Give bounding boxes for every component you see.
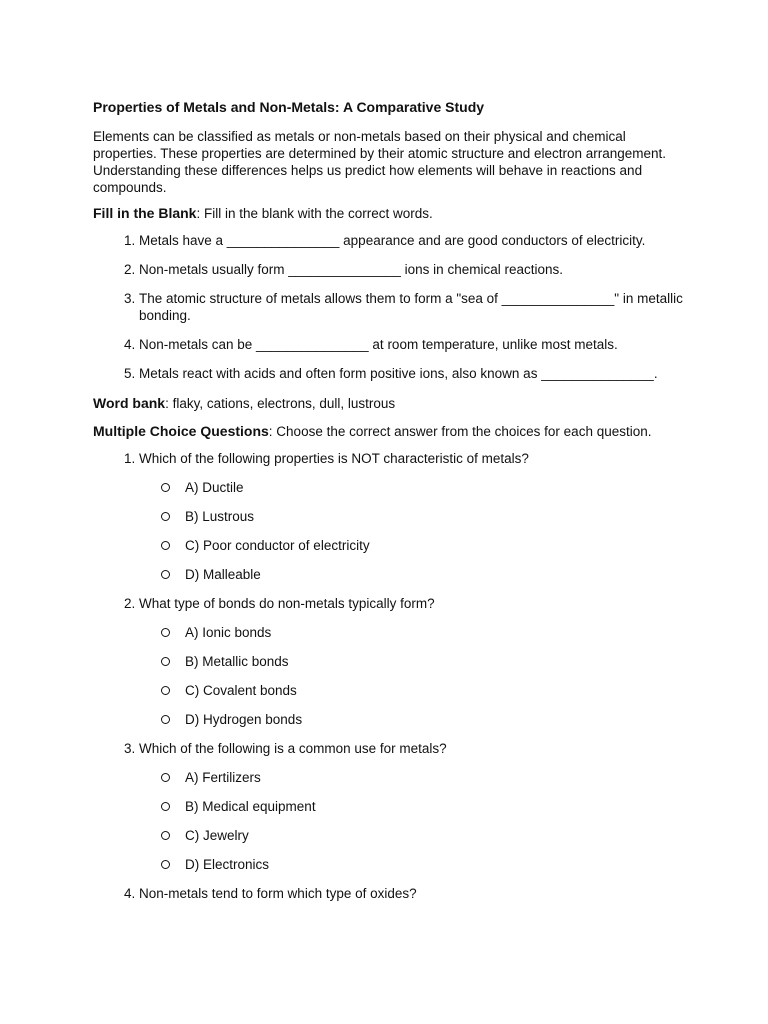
choice-text: C) Jewelry	[185, 828, 249, 843]
choice-text: A) Fertilizers	[185, 770, 261, 785]
choice-option	[161, 479, 693, 496]
mcq-label: Multiple Choice Questions	[93, 423, 269, 439]
fill-blank-instruction: : Fill in the blank with the correct words.	[196, 206, 433, 221]
circle-bullet-icon	[161, 512, 170, 521]
choice-option	[161, 827, 693, 844]
choice-text: D) Malleable	[185, 567, 261, 582]
document-title: Properties of Metals and Non-Metals: A Comparative Study	[93, 99, 485, 115]
choice-text: B) Medical equipment	[185, 799, 316, 814]
word-bank-label: Word bank	[93, 395, 166, 411]
question-text: Which of the following is a common use for metals?	[139, 741, 447, 756]
mcq-question	[139, 885, 693, 902]
choice-list	[139, 479, 693, 583]
mcq-list	[93, 450, 693, 902]
fill-blank-item: 3. The atomic structure of metals allows them to form a "sea of _______________" in metallic bonding.	[139, 290, 693, 324]
choice-option	[161, 856, 693, 873]
fill-blank-heading	[93, 204, 693, 223]
fill-blank-item: 4. Non-metals can be _______________ at room temperature, unlike most metals.	[139, 336, 693, 353]
choice-text: B) Lustrous	[185, 509, 255, 524]
intro-paragraph: Elements can be classified as metals or non-metals based on their physical and chemical properties. These properties are determined by their atomic structure and electron arrangement. Understanding these differences helps us predict how elements will behave in reactions and compounds.	[93, 129, 667, 195]
choice-text: D) Electronics	[185, 857, 270, 872]
choice-option	[161, 624, 693, 641]
question-text: What type of bonds do non-metals typically form?	[139, 596, 435, 611]
choice-list	[139, 624, 693, 728]
word-bank	[93, 394, 693, 413]
choice-text: C) Covalent bonds	[185, 683, 297, 698]
choice-option	[161, 508, 693, 525]
choice-option	[161, 653, 693, 670]
fill-blank-item: 2. Non-metals usually form _______________ ions in chemical reactions.	[139, 261, 693, 278]
mcq-question	[139, 595, 693, 728]
choice-list	[139, 769, 693, 873]
mcq-question	[139, 740, 693, 873]
choice-text: D) Hydrogen bonds	[185, 712, 303, 727]
fill-blank-item: 1. Metals have a _______________ appearance and are good conductors of electricity.	[139, 232, 693, 249]
mcq-heading	[93, 422, 693, 441]
choice-option	[161, 798, 693, 815]
choice-option	[161, 537, 693, 554]
choice-option	[161, 711, 693, 728]
circle-bullet-icon	[161, 570, 170, 579]
fill-blank-list	[93, 232, 693, 382]
circle-bullet-icon	[161, 715, 170, 724]
circle-bullet-icon	[161, 657, 170, 666]
question-text: Which of the following properties is NOT characteristic of metals?	[139, 451, 529, 466]
document-content	[93, 98, 693, 910]
mcq-question	[139, 450, 693, 583]
circle-bullet-icon	[161, 773, 170, 782]
fill-blank-label: Fill in the Blank	[93, 205, 197, 221]
choice-option	[161, 566, 693, 583]
choice-text: A) Ionic bonds	[185, 625, 272, 640]
circle-bullet-icon	[161, 541, 170, 550]
question-text: Non-metals tend to form which type of oxides?	[139, 886, 417, 901]
circle-bullet-icon	[161, 802, 170, 811]
circle-bullet-icon	[161, 831, 170, 840]
word-bank-text: : flaky, cations, electrons, dull, lustrous	[165, 396, 396, 411]
circle-bullet-icon	[161, 483, 170, 492]
choice-text: A) Ductile	[185, 480, 244, 495]
choice-option	[161, 769, 693, 786]
circle-bullet-icon	[161, 686, 170, 695]
circle-bullet-icon	[161, 628, 170, 637]
choice-text: C) Poor conductor of electricity	[185, 538, 370, 553]
choice-text: B) Metallic bonds	[185, 654, 289, 669]
circle-bullet-icon	[161, 860, 170, 869]
mcq-instruction: : Choose the correct answer from the choices for each question.	[268, 424, 652, 439]
fill-blank-item: 5. Metals react with acids and often form positive ions, also known as _______________.	[139, 365, 693, 382]
choice-option	[161, 682, 693, 699]
